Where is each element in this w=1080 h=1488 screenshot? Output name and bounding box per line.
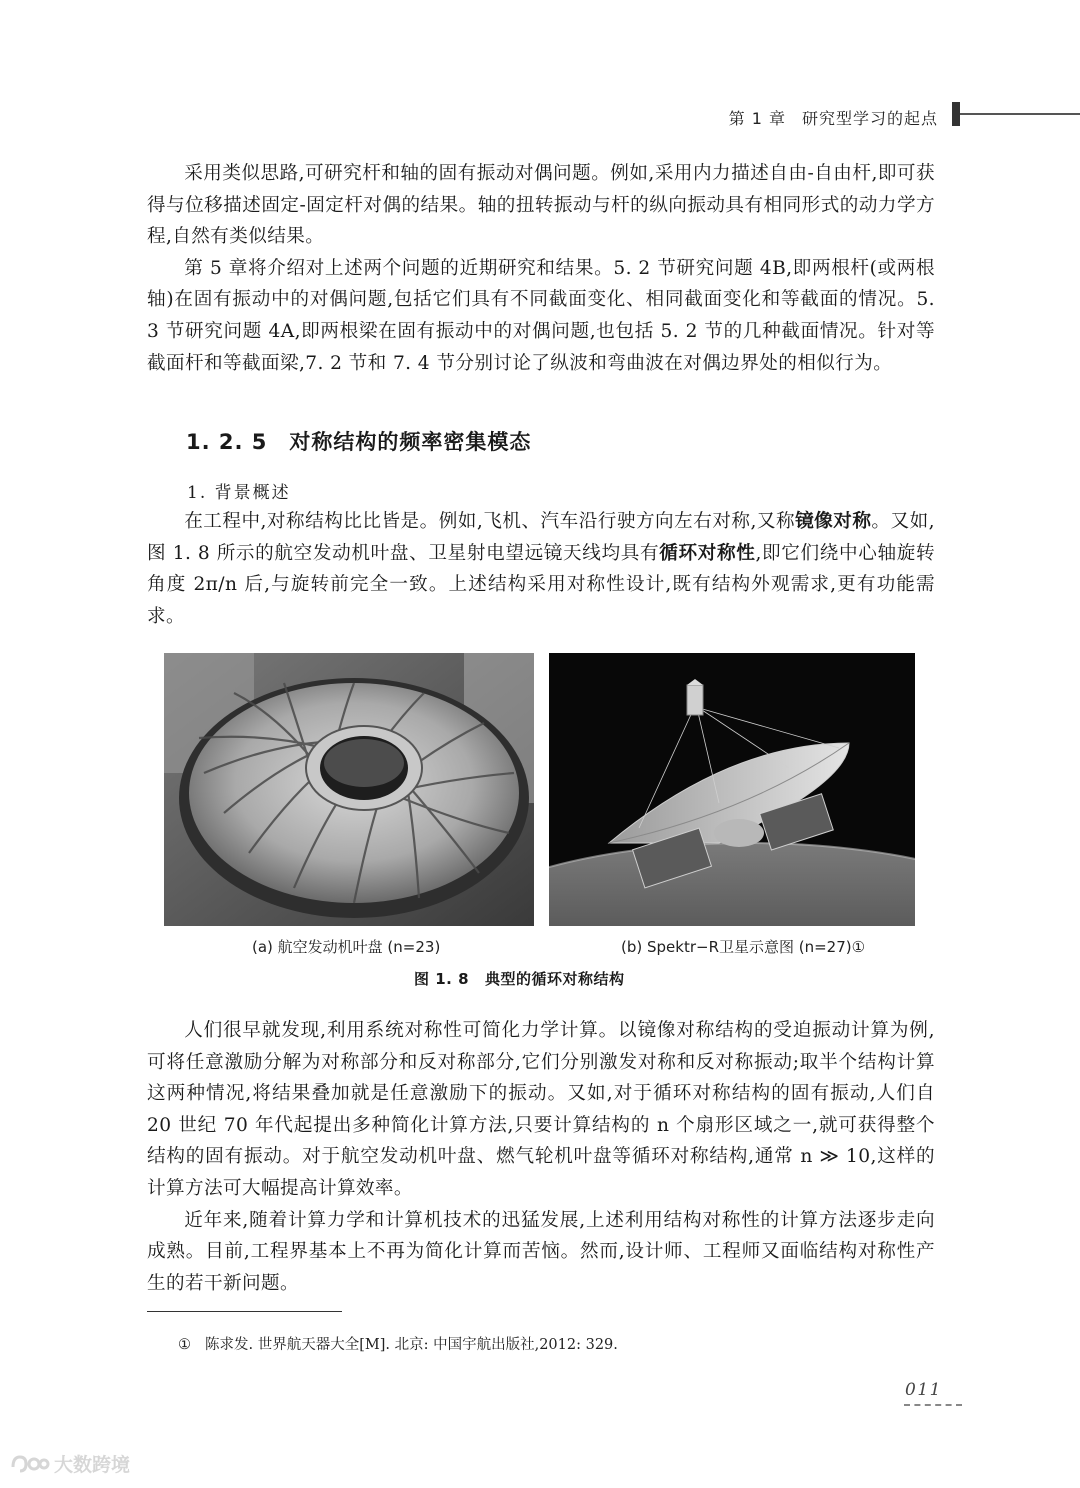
paragraph: 人们很早就发现,利用系统对称性可简化力学计算。以镜像对称结构的受迫振动计算为例,可将任意激励分解为对称部分和反对称部分,它们分别激发对称和反对称振动;取半个结构计算这两种情况,将结果叠加就是任意激励下的振动。又如,对于循环对称结构的固有振动,人们自 20 世纪 70 年代起提出多种简化计算方法,只要计算结构的 n 个扇形区域之一,就可获得整个结构的固有振动。对于航空发动机叶盘、燃气轮机叶盘等循环对称结构,通常 n ≫ 10,这样的计算方法可大幅提高计算效率。 — [147, 1020, 935, 1199]
figure-satellite-image — [549, 653, 915, 926]
figure-label: 图 1. 8 — [414, 970, 470, 988]
footnote-rule — [147, 1311, 342, 1312]
section-title: 对称结构的频率密集模态 — [289, 430, 532, 454]
section-heading — [186, 426, 531, 456]
header-bar — [952, 102, 960, 126]
running-header — [729, 106, 938, 129]
figure-caption — [414, 968, 625, 989]
section-number: 1. 2. 5 — [186, 430, 268, 454]
watermark-logo-icon — [10, 1453, 50, 1475]
header-chapter: 第 1 章 — [728, 109, 786, 128]
figure-caption-text: 典型的循环对称结构 — [485, 970, 625, 988]
footnote-text: 陈求发. 世界航天器大全[M]. 北京: 中国宇航出版社,2012: 329. — [205, 1337, 618, 1353]
paragraph — [147, 506, 935, 632]
footnote-mark: ① — [178, 1337, 191, 1353]
intro-text-3: ,即它们绕中心轴旋转角度 2π/n 后,与旋转前完全一致。上述结构采用对称性设计,既有结构外观需求,更有功能需求。 — [147, 542, 935, 627]
paragraph: 第 5 章将介绍对上述两个问题的近期研究和结果。5. 2 节研究问题 4B,即两根杆(或两根轴)在固有振动中的对偶问题,包括它们具有不同截面变化、相同截面变化和等截面的情况。5. 3 节研究问题 4A,即两根梁在固有振动中的对偶问题,也包括 5. 2 节的几种截面情况。针对等截面杆和等截面梁,7. 2 节和 7. 4 节分别讨论了纵波和弯曲波在对偶边界处的相似行为。 — [147, 257, 935, 374]
watermark-text: 大数跨境 — [54, 1454, 131, 1476]
subheading: 1. 背景概述 — [187, 483, 291, 503]
header-rule — [960, 113, 1080, 115]
paragraph: 采用类似思路,可研究杆和轴的固有振动对偶问题。例如,采用内力描述自由-自由杆,即可获得与位移描述固定-固定杆对偶的结果。轴的扭转振动与杆的纵向振动具有相同形式的动力学方程,自然有类似结果。 — [147, 163, 935, 248]
figure-bladed-disk-image — [164, 653, 534, 926]
figure-subcaption-a: (a) 航空发动机叶盘 (n=23) — [252, 938, 441, 956]
paragraph: 近年来,随着计算力学和计算机技术的迅猛发展,上述利用结构对称性的计算方法逐步走向成熟。目前,工程界基本上不再为简化计算而苦恼。然而,设计师、工程师又面临结构对称性产生的若干新问题。 — [147, 1209, 935, 1294]
page-number: 011 — [905, 1380, 942, 1400]
bottom-paragraphs — [147, 1015, 935, 1299]
footnote — [178, 1333, 618, 1354]
header-title: 研究型学习的起点 — [801, 109, 938, 128]
watermark — [10, 1450, 130, 1477]
term-cyclic-symmetry: 循环对称性 — [659, 542, 756, 564]
page-number-dash — [904, 1404, 962, 1406]
intro-text-1: 在工程中,对称结构比比皆是。例如,飞机、汽车沿行驶方向左右对称,又称 — [184, 511, 796, 532]
top-paragraphs — [147, 158, 935, 379]
intro-text-2: 。又如,图 1. 8 所示的航空发动机叶盘、卫星射电望远镜天线均具有 — [147, 511, 935, 564]
term-mirror-symmetry: 镜像对称 — [795, 511, 872, 532]
figure-subcaption-b: (b) Spektr−R卫星示意图 (n=27)① — [621, 938, 866, 956]
intro-paragraph — [147, 506, 935, 632]
